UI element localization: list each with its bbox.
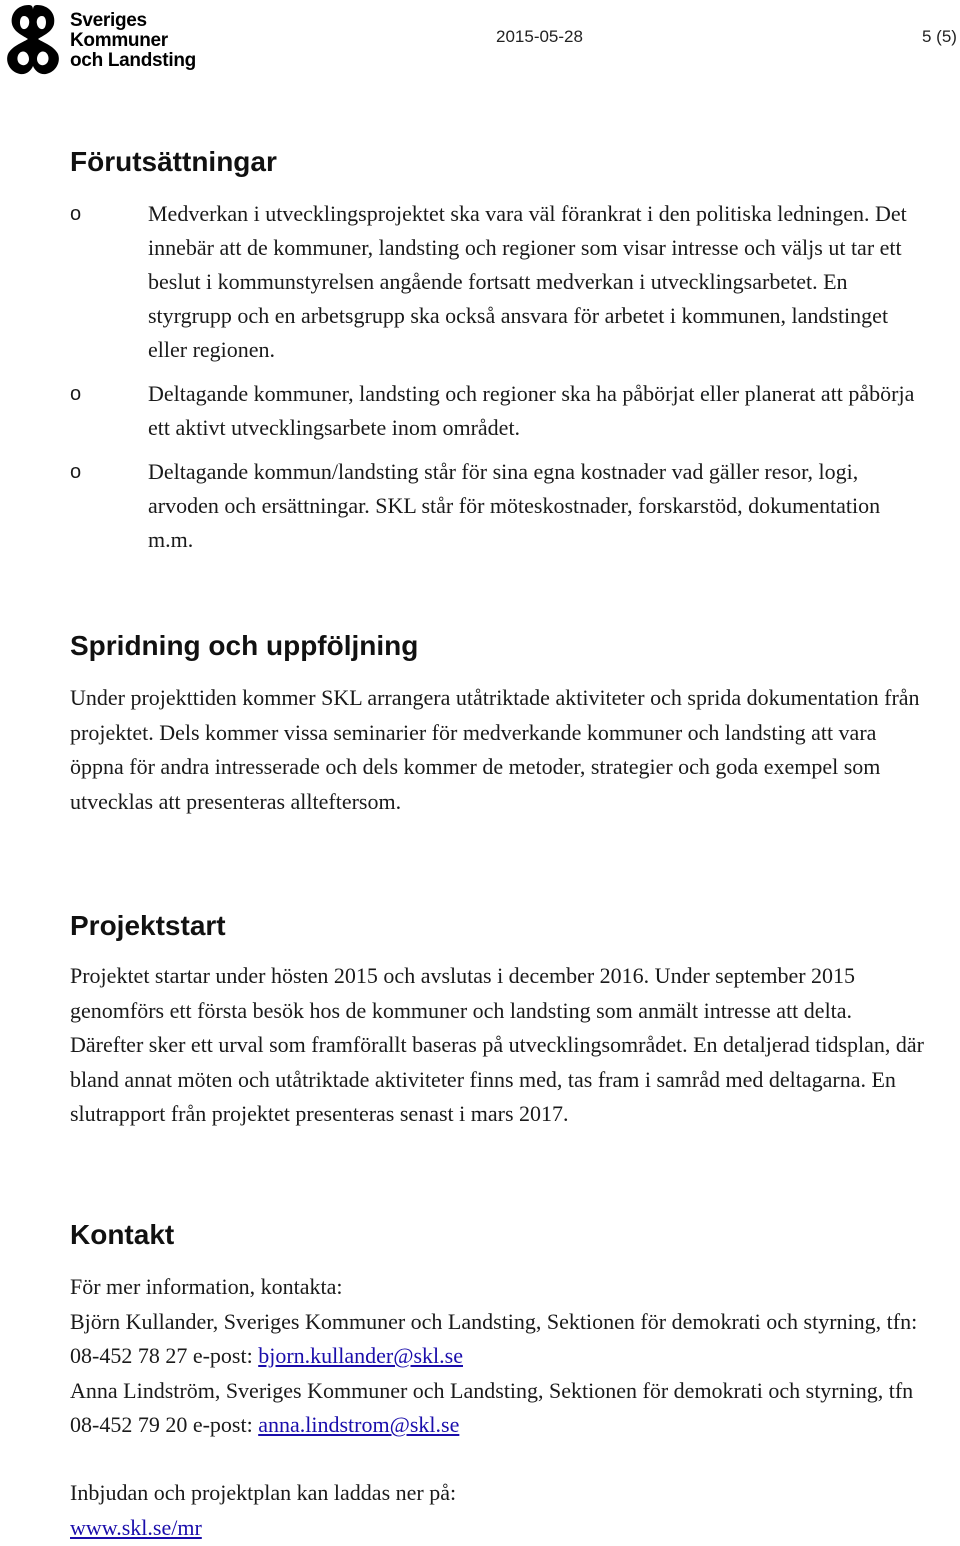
logo-text — [70, 11, 196, 71]
projektstart-paragraph: Projektet startar under hösten 2015 och avslutas i december 2016. Under september 2015 genomförs ett första besök hos de kommuner och landsting som anmält intresse att delta. Därefter sker ett urval som framförallt baseras på utvecklingsområdet. En detaljerad tidsplan, där bland annat möten och utåtriktade aktiviteter finns med, tas fram i samråd med deltagarna. En slutrapport från projektet presenteras senast i mars 2017. — [70, 963, 925, 1126]
email-link-anna[interactable]: anna.lindstrom@skl.se — [258, 1412, 460, 1437]
section-title-kontakt: Kontakt — [70, 1219, 175, 1250]
skl-logo-icon — [2, 2, 64, 76]
contact-bjorn-text: Björn Kullander, Sveriges Kommuner och Landsting, Sektionen för demokrati och styrning, tfn: 08-452 78 27 e-post: — [70, 1308, 918, 1368]
kontakt-intro: För mer information, kontakta: — [70, 1274, 343, 1299]
contact-anna-text: Anna Lindström, Sveriges Kommuner och Landsting, Sektionen för demokrati och styrning, tfn 08-452 79 20 e-post: — [70, 1377, 914, 1437]
list-item-text: Deltagande kommun/landsting står för sina egna kostnader vad gäller resor, logi, arvoden och ersättningar. SKL står för möteskostnader, forskarstöd, dokumentation m.m. — [148, 459, 881, 552]
bullet-marker: o — [70, 203, 82, 225]
section-title-forutsattningar: Förutsättningar — [70, 146, 277, 177]
download-link[interactable]: www.skl.se/mr — [70, 1514, 202, 1540]
contact-anna — [70, 1374, 930, 1443]
section-title-projektstart: Projektstart — [70, 910, 226, 941]
bullet-marker: o — [70, 461, 82, 483]
kontakt-block — [70, 1270, 930, 1443]
list-item-text: Deltagande kommuner, landsting och regioner ska ha påbörjat eller planerat att påbörja ett aktivt utvecklingsarbete inom området. — [148, 381, 915, 440]
download-text: Inbjudan och projektplan kan laddas ner på: — [70, 1480, 457, 1505]
forutsattningar-list — [70, 197, 930, 567]
email-link-bjorn[interactable]: bjorn.kullander@skl.se — [258, 1343, 463, 1368]
list-item-text: Medverkan i utvecklingsprojektet ska vara väl förankrat i den politiska ledningen. Det innebär att de kommuner, landsting och regioner som visar intresse och väljs ut tar ett beslut i kommunstyrelsen angående fortsatt medverkan i utvecklingsarbetet. En styrgrupp och en arbetsgrupp ska också ansvara för arbetet i kommunen, landstinget eller regionen. — [148, 201, 907, 362]
section-title-spridning: Spridning och uppföljning — [70, 630, 419, 661]
list-item — [70, 197, 930, 367]
logo-line-3: och Landsting — [70, 50, 196, 71]
bullet-marker: o — [70, 383, 82, 405]
list-item — [70, 377, 930, 445]
document-date: 2015-05-28 — [496, 27, 583, 46]
download-block — [70, 1476, 930, 1545]
page-number: 5 (5) — [922, 27, 957, 46]
skl-logo — [2, 2, 196, 76]
logo-line-2: Kommuner — [70, 30, 168, 51]
list-item — [70, 455, 930, 557]
logo-line-1: Sveriges — [70, 10, 147, 31]
page-header — [0, 0, 960, 80]
spridning-paragraph: Under projekttiden kommer SKL arrangera utåtriktade aktiviteter och sprida dokumentation från projektet. Dels kommer vissa seminarier för medverkande kommuner och landsting att vara öppna för andra intresserade och dels kommer de metoder, strategier och goda exempel som utvecklas att presenteras allteftersom. — [70, 685, 920, 814]
contact-bjorn — [70, 1305, 930, 1374]
